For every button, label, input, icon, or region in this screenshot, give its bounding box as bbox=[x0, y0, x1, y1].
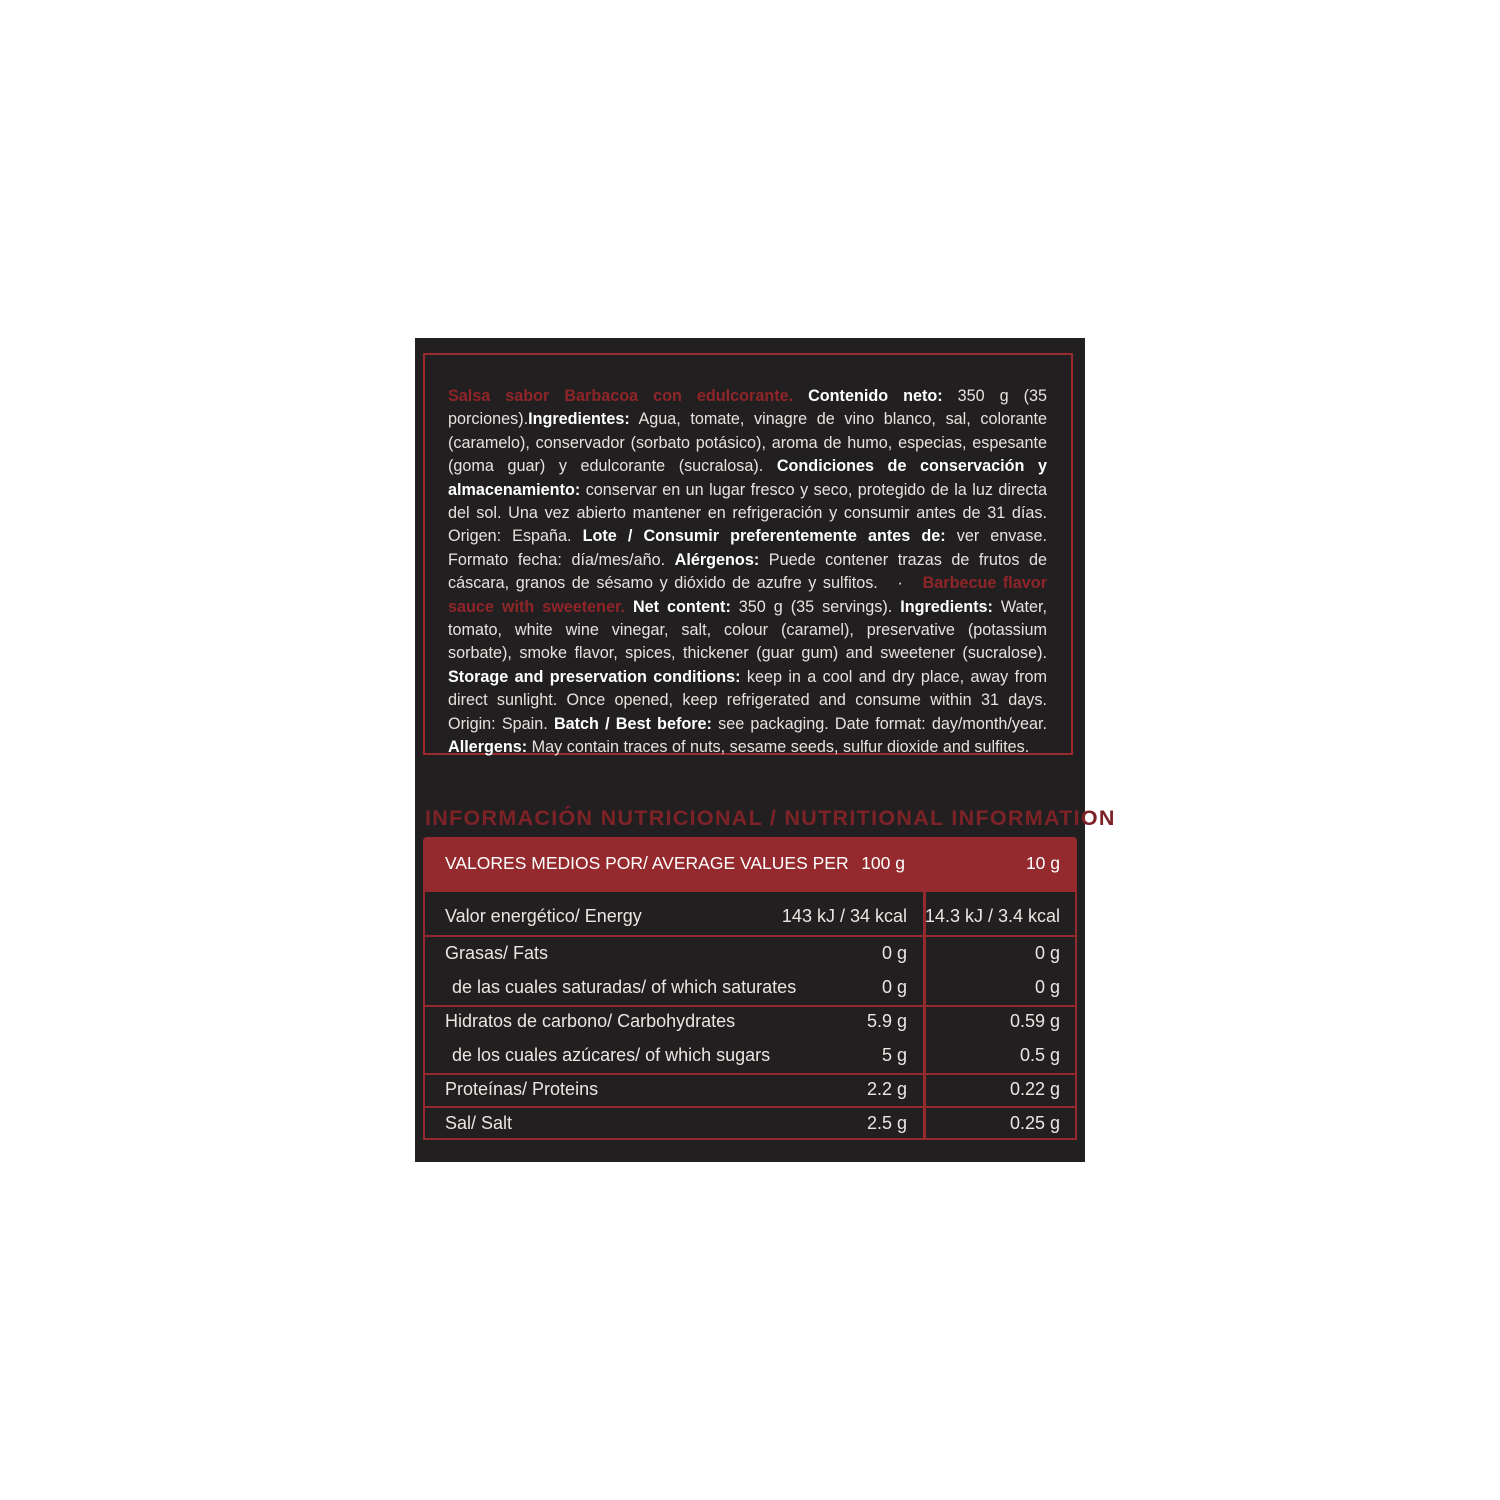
es-batch-value: ver envase. Formato fecha: día/mes/año. bbox=[448, 527, 1047, 569]
table-row bbox=[425, 937, 1075, 971]
row-label: Hidratos de carbono/ Carbohydrates bbox=[445, 1011, 736, 1031]
header-label: VALORES MEDIOS POR/ AVERAGE VALUES PER bbox=[445, 853, 849, 873]
en-net-label: Net content: bbox=[624, 597, 731, 616]
row-value-10g: 0.5 g bbox=[1019, 1045, 1060, 1065]
nutrition-table-body bbox=[423, 892, 1077, 1140]
ingredients-panel bbox=[423, 353, 1073, 755]
table-row bbox=[425, 1073, 1075, 1107]
nutrition-title: INFORMACIÓN NUTRICIONAL / NUTRITIONAL INFORMATION bbox=[425, 806, 1116, 830]
en-product-name: Barbecue flavor sauce with sweetener. bbox=[448, 574, 1047, 616]
row-value-100g: 5 g bbox=[881, 1045, 907, 1065]
es-net-label: Contenido neto: bbox=[808, 387, 943, 405]
es-allergens-label: Alérgenos: bbox=[674, 550, 760, 569]
row-label: de los cuales azúcares/ of which sugars bbox=[452, 1045, 771, 1065]
es-ingredients-value: Agua, tomate, vinagre de vino blanco, sal, colorante (caramelo), conservador (sorbato potásico), aroma de humo, especias, espesante (goma guar) y edulcorante (sucralosa). bbox=[448, 410, 1047, 476]
en-batch-value: see packaging. Date format: day/month/year. bbox=[711, 714, 1047, 733]
table-row bbox=[425, 1107, 1075, 1141]
row-value-10g: 0.59 g bbox=[1009, 1011, 1060, 1031]
es-allergens-value: Puede contener trazas de frutos de cáscara, granos de sésamo y dióxido de azufre y sulfitos. bbox=[448, 550, 1047, 593]
nutrition-table bbox=[423, 837, 1077, 1140]
row-value-10g: 0.25 g bbox=[1009, 1113, 1060, 1133]
header-per-10g: 10 g bbox=[1025, 853, 1060, 873]
row-value-100g: 143 kJ / 34 kcal bbox=[781, 906, 907, 926]
row-value-10g: 0 g bbox=[1034, 977, 1060, 997]
en-net-value: 350 g (35 servings). bbox=[730, 597, 901, 616]
es-storage-label: Condiciones de conservación y almacenamiento: bbox=[448, 457, 1047, 499]
ingredients-text bbox=[448, 385, 1047, 760]
row-value-10g: 0 g bbox=[1034, 943, 1060, 963]
row-label: de las cuales saturadas/ of which saturates bbox=[452, 977, 797, 997]
en-ingredients-value: Water, tomato, white wine vinegar, salt, colour (caramel), preservative (potassium sorbate), smoke flavor, spices, thickener (guar gum) and sweetener (sucralose). bbox=[448, 597, 1048, 663]
row-value-100g: 2.2 g bbox=[866, 1079, 907, 1099]
table-row bbox=[425, 1039, 1075, 1073]
es-product-name: Salsa sabor Barbacoa con edulcorante. bbox=[448, 387, 794, 405]
row-label: Valor energético/ Energy bbox=[445, 906, 642, 926]
row-label: Grasas/ Fats bbox=[445, 943, 549, 963]
en-storage-label: Storage and preservation conditions: bbox=[448, 667, 741, 686]
row-value-100g: 5.9 g bbox=[866, 1011, 907, 1031]
row-label: Sal/ Salt bbox=[445, 1113, 513, 1133]
row-label: Proteínas/ Proteins bbox=[445, 1079, 599, 1099]
en-allergens-value: May contain traces of nuts, sesame seeds, sulfur dioxide and sulfites. bbox=[527, 738, 1030, 757]
row-value-10g: 14.3 kJ / 3.4 kcal bbox=[924, 906, 1060, 926]
row-value-100g: 2.5 g bbox=[866, 1113, 907, 1133]
en-storage-value: keep in a cool and dry place, away from direct sunlight. Once opened, keep refrigerated and consume within 31 days. Origin: Spain. bbox=[448, 667, 1047, 733]
nutrition-table-header bbox=[423, 837, 1077, 892]
row-value-100g: 0 g bbox=[881, 943, 907, 963]
product-label bbox=[415, 338, 1116, 1162]
row-value-10g: 0.22 g bbox=[1009, 1079, 1060, 1099]
header-per-100g: 100 g bbox=[861, 853, 905, 873]
table-row bbox=[425, 1005, 1075, 1039]
es-net-value: 350 g (35 porciones). bbox=[448, 387, 1047, 429]
table-row bbox=[425, 900, 1075, 934]
en-allergens-label: Allergens: bbox=[448, 738, 528, 757]
es-ingredients-label: Ingredientes: bbox=[528, 410, 630, 429]
en-batch-label: Batch / Best before: bbox=[553, 714, 712, 733]
table-row bbox=[425, 971, 1075, 1005]
en-ingredients-label: Ingredients: bbox=[900, 597, 993, 616]
row-value-100g: 0 g bbox=[881, 977, 907, 997]
es-storage-value: conservar en un lugar fresco y seco, protegido de la luz directa del sol. Una vez abierto mantener en refrigeración y consumir antes de 31 días. Origen: España. bbox=[448, 480, 1047, 546]
language-separator: · bbox=[877, 574, 923, 593]
es-batch-label: Lote / Consumir preferentemente antes de: bbox=[582, 527, 946, 546]
